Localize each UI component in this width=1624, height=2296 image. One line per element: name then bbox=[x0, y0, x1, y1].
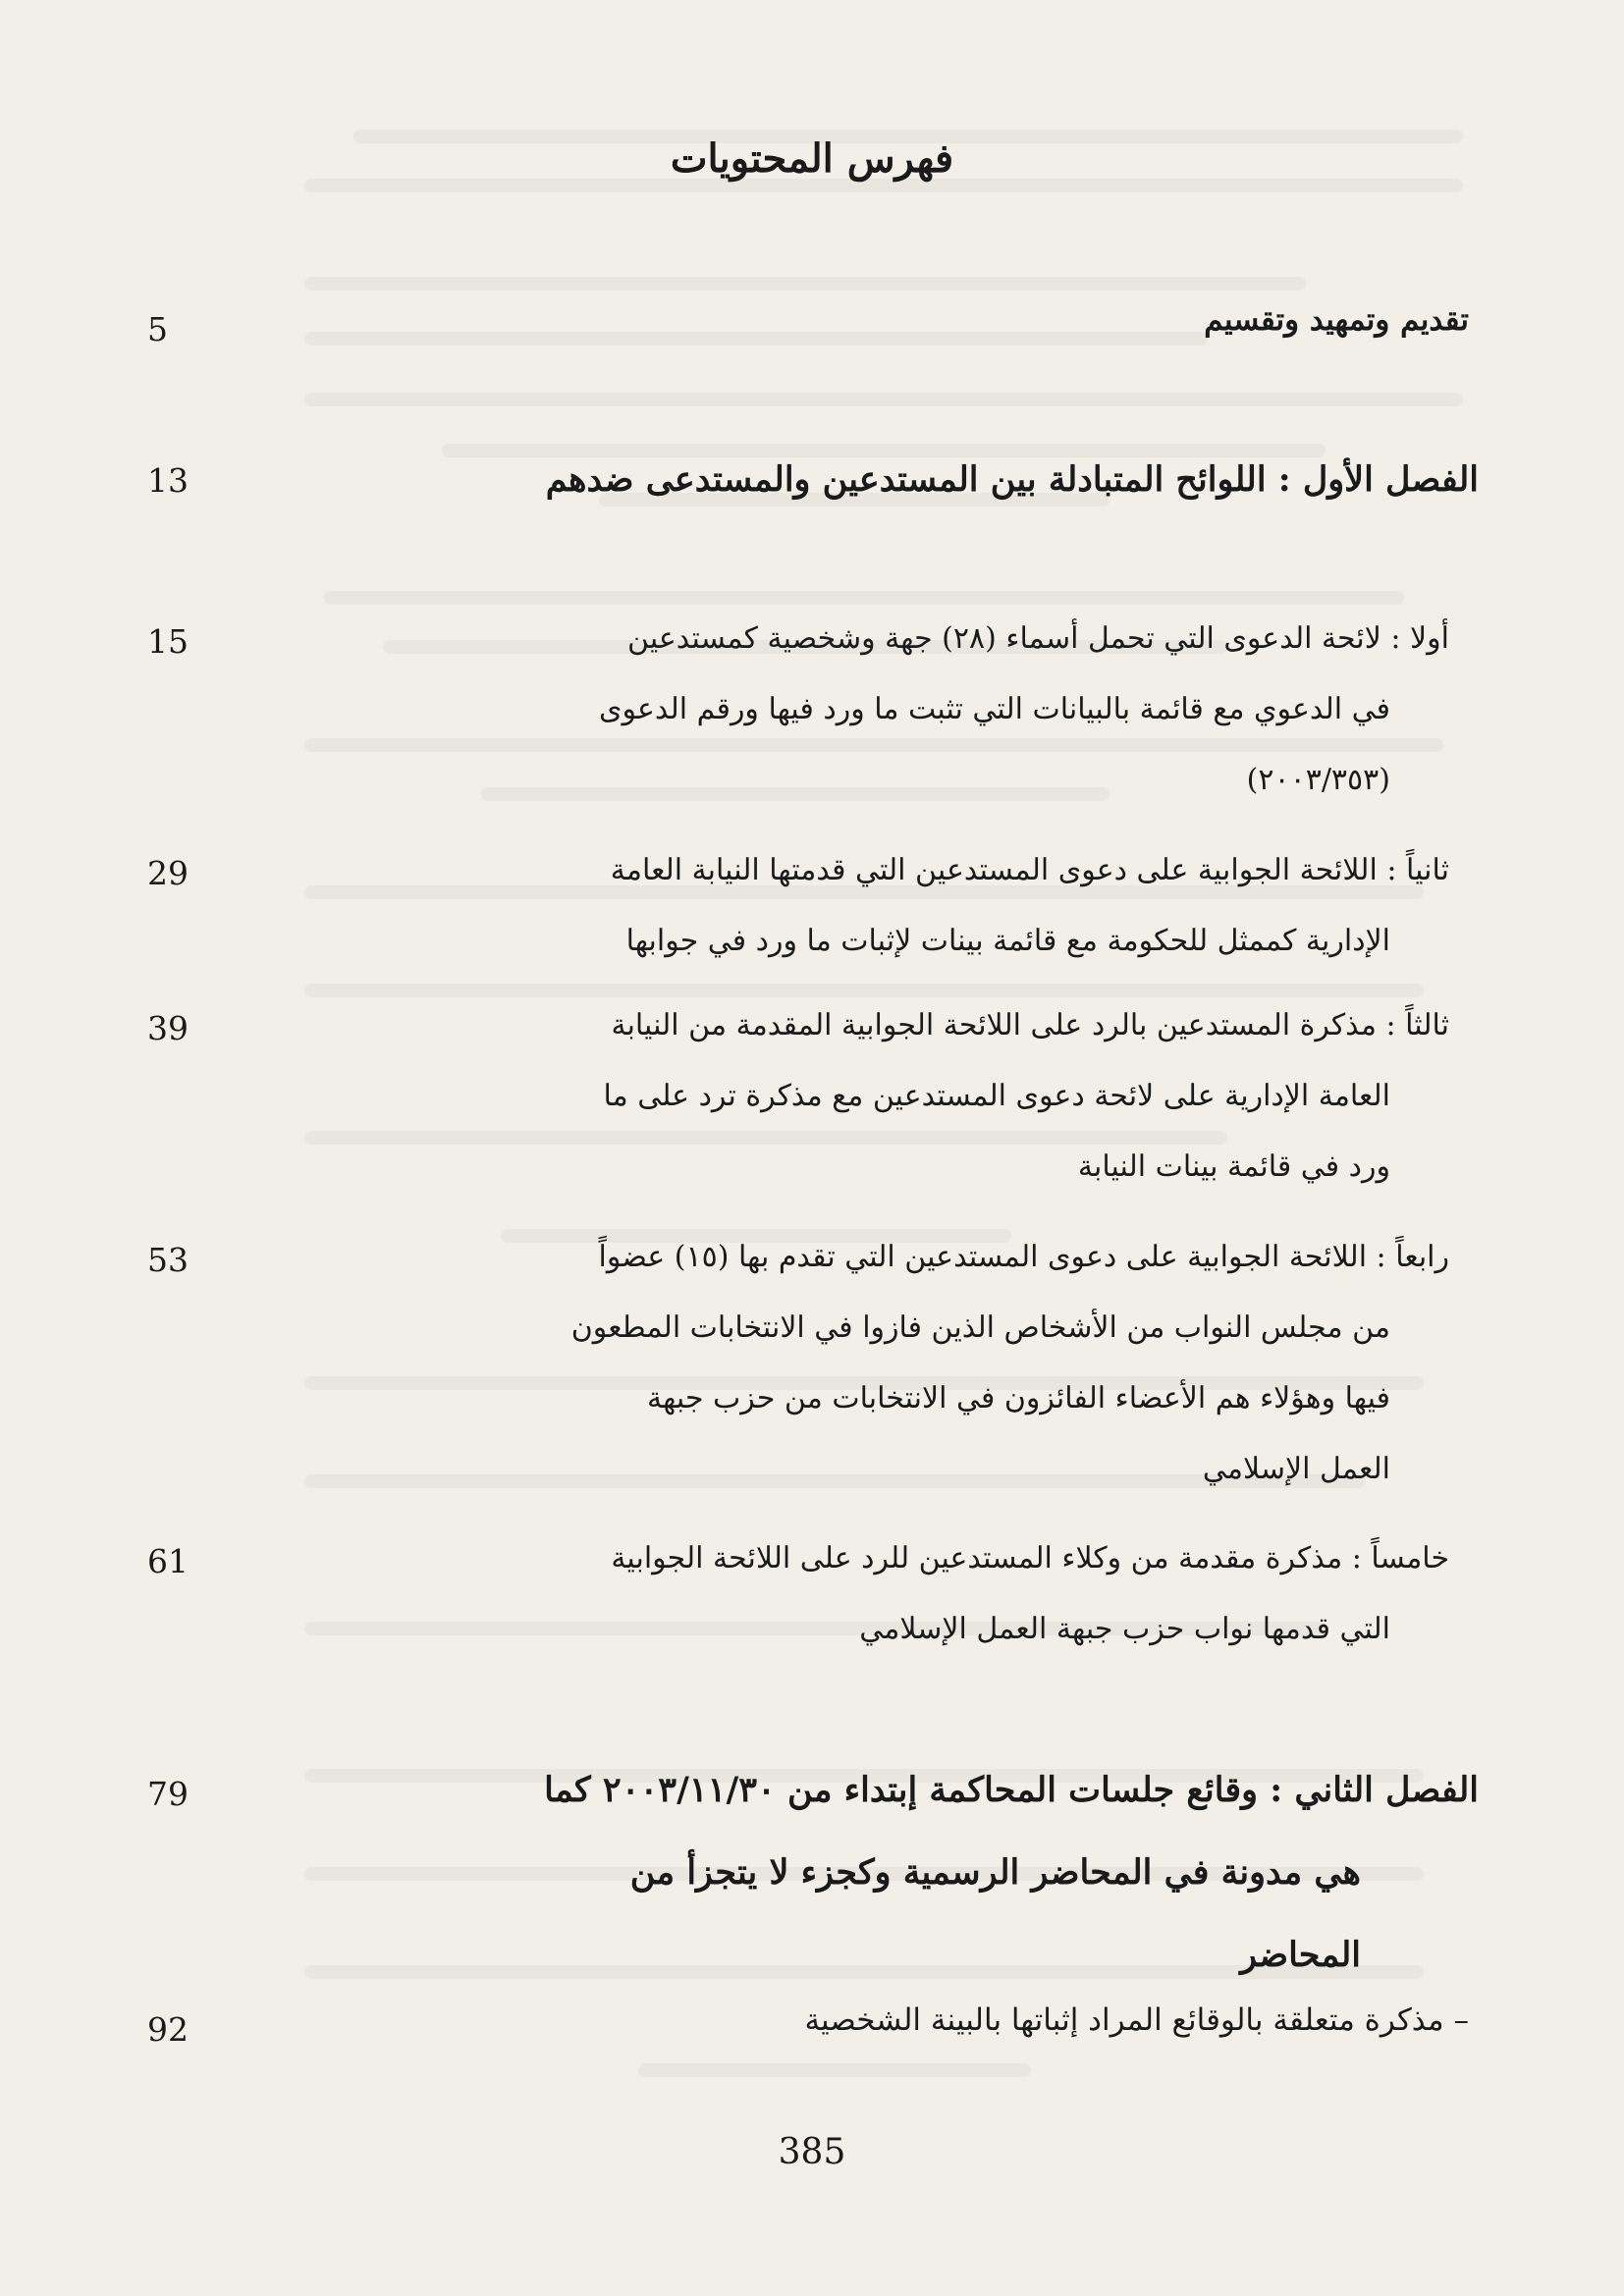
section-1-line: (٢٠٠٣/٣٥٣) bbox=[1246, 763, 1390, 797]
section-4-line: رابعاً : اللائحة الجوابية على دعوى المستدعين التي تقدم بها (١٥) عضواً bbox=[598, 1240, 1449, 1274]
section-4-entry bbox=[246, 1222, 1449, 1505]
chapter-1-title: الفصل الأول : اللوائح المتبادلة بين المستدعين والمستدعى ضدهم bbox=[545, 459, 1479, 500]
section-2-entry bbox=[246, 835, 1449, 977]
memo-entry-page: 92 bbox=[147, 2010, 189, 2049]
section-2-line: ثانياً : اللائحة الجوابية على دعوى المستدعين التي قدمتها النيابة العامة bbox=[610, 853, 1449, 887]
section-5-line: التي قدمها نواب حزب جبهة العمل الإسلامي bbox=[859, 1612, 1390, 1646]
section-4-line: من مجلس النواب من الأشخاص الذين فازوا في الانتخابات المطعون bbox=[570, 1310, 1390, 1345]
chapter-2-line: المحاضر bbox=[1240, 1935, 1361, 1975]
section-1-entry bbox=[246, 604, 1449, 816]
section-3-page: 39 bbox=[147, 1009, 189, 1047]
section-2-line: الإدارية كممثل للحكومة مع قائمة بينات لإثبات ما ورد في جوابها bbox=[625, 924, 1390, 958]
section-3-line: ورد في قائمة بينات النيابة bbox=[1077, 1149, 1390, 1184]
entry-intro-line: تقديم وتمهيد وتقسيم bbox=[1204, 302, 1469, 338]
entry-intro-page: 5 bbox=[147, 310, 168, 348]
page-number: 385 bbox=[778, 2132, 846, 2172]
section-3-line: العامة الإدارية على لائحة دعوى المستدعين مع مذكرة ترد على ما bbox=[603, 1079, 1390, 1113]
section-4-line: العمل الإسلامي bbox=[1202, 1452, 1390, 1486]
page-title: فهرس المحتويات bbox=[670, 135, 954, 182]
section-1-page: 15 bbox=[147, 622, 189, 661]
section-4-page: 53 bbox=[147, 1241, 189, 1279]
chapter-2-page: 79 bbox=[147, 1775, 189, 1813]
memo-entry-line: – مذكرة متعلقة بالوقائع المراد إثباتها بالبينة الشخصية bbox=[804, 2002, 1469, 2038]
section-5-entry bbox=[246, 1523, 1449, 1665]
chapter-2-line: هي مدونة في المحاضر الرسمية وكجزء لا يتجزأ من bbox=[629, 1852, 1361, 1893]
section-4-line: فيها وهؤلاء هم الأعضاء الفائزون في الانتخابات من حزب جبهة bbox=[646, 1381, 1390, 1415]
chapter-1-entry bbox=[256, 439, 1479, 521]
section-3-line: ثالثاً : مذكرة المستدعين بالرد على اللائحة الجوابية المقدمة من النيابة bbox=[611, 1008, 1449, 1042]
section-5-line: خامساً : مذكرة مقدمة من وكلاء المستدعين للرد على اللائحة الجوابية bbox=[611, 1541, 1449, 1575]
section-2-page: 29 bbox=[147, 854, 189, 892]
entry-intro bbox=[246, 302, 1469, 338]
section-3-entry bbox=[246, 990, 1449, 1202]
chapter-2-line: الفصل الثاني : وقائع جلسات المحاكمة إبتداء من ٢٠٠٣/١١/٣٠ كما bbox=[544, 1770, 1479, 1810]
section-1-line: في الدعوي مع قائمة بالبيانات التي تثبت ما ورد فيها ورقم الدعوى bbox=[599, 692, 1390, 726]
chapter-1-page: 13 bbox=[147, 461, 189, 500]
chapter-2-entry bbox=[256, 1749, 1479, 1997]
memo-entry bbox=[246, 2002, 1469, 2038]
section-5-page: 61 bbox=[147, 1542, 189, 1580]
section-1-line: أولا : لائحة الدعوى التي تحمل أسماء (٢٨) جهة وشخصية كمستدعين bbox=[626, 621, 1449, 656]
